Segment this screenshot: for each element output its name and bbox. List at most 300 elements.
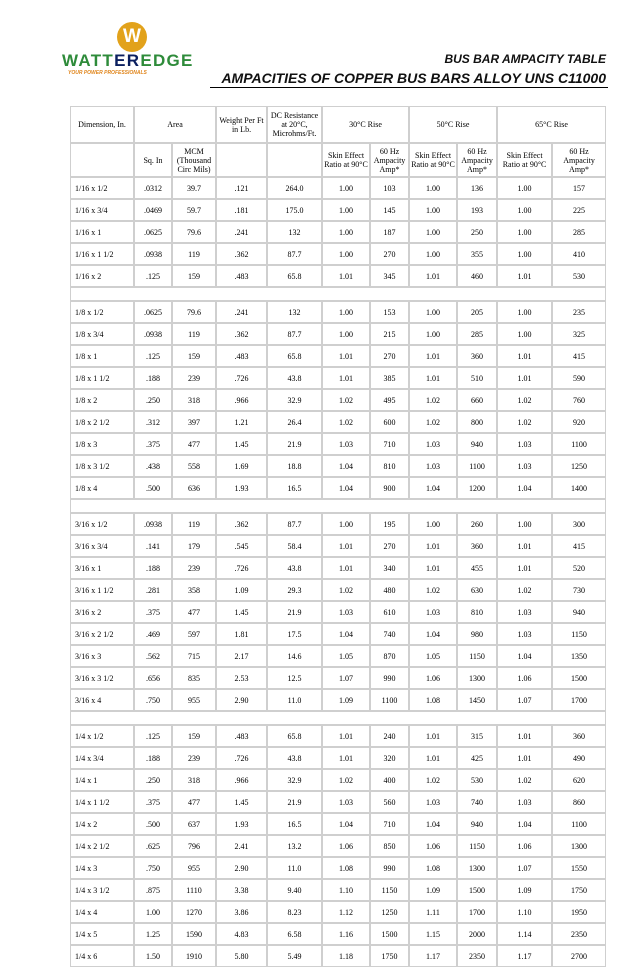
cell-skin-50: 1.06 [409,667,457,689]
cell-skin-30: 1.08 [322,857,370,879]
cell-dimension: 1/16 x 2 [70,265,134,287]
cell-skin-65: 1.02 [497,769,552,791]
cell-dimension: 1/8 x 4 [70,477,134,499]
cell-sq-in: .0312 [134,177,172,199]
cell-amp-30: 810 [370,455,409,477]
cell-weight: .121 [216,177,267,199]
cell-amp-65: 2700 [552,945,606,967]
col-header-weight: Weight Per Ft in Lb. [216,106,267,143]
cell-resistance: 26.4 [267,411,322,433]
cell-amp-65: 285 [552,221,606,243]
col-header-65c-rise: 65°C Rise [497,106,606,143]
cell-amp-30: 270 [370,345,409,367]
cell-skin-30: 1.02 [322,389,370,411]
cell-dimension: 1/4 x 1/2 [70,725,134,747]
cell-amp-65: 225 [552,199,606,221]
table-row [70,323,606,345]
cell-amp-50: 193 [457,199,497,221]
table-row [70,367,606,389]
cell-skin-50: 1.05 [409,645,457,667]
cell-resistance: 17.5 [267,623,322,645]
cell-amp-50: 1500 [457,879,497,901]
logo-emblem [117,22,147,52]
cell-sq-in: .469 [134,623,172,645]
table-row [70,601,606,623]
cell-amp-65: 1350 [552,645,606,667]
table-row [70,243,606,265]
cell-amp-30: 345 [370,265,409,287]
table-row [70,667,606,689]
cell-amp-50: 980 [457,623,497,645]
cell-weight: 1.69 [216,455,267,477]
group-spacer [70,499,606,513]
cell-sq-in: .750 [134,857,172,879]
cell-skin-30: 1.00 [322,221,370,243]
cell-skin-65: 1.04 [497,477,552,499]
cell-skin-50: 1.01 [409,535,457,557]
cell-weight: 1.45 [216,791,267,813]
cell-weight: 1.45 [216,601,267,623]
cell-skin-50: 1.01 [409,725,457,747]
cell-mcm: 1270 [172,901,216,923]
cell-amp-50: 800 [457,411,497,433]
cell-dimension: 3/16 x 1/2 [70,513,134,535]
cell-amp-65: 1750 [552,879,606,901]
cell-skin-30: 1.03 [322,791,370,813]
cell-amp-30: 850 [370,835,409,857]
cell-amp-30: 145 [370,199,409,221]
cell-amp-50: 355 [457,243,497,265]
cell-skin-65: 1.10 [497,901,552,923]
cell-weight: 5.80 [216,945,267,967]
cell-amp-50: 360 [457,345,497,367]
cell-amp-65: 860 [552,791,606,813]
group-spacer-row [70,499,606,513]
cell-sq-in: .500 [134,477,172,499]
cell-amp-30: 385 [370,367,409,389]
cell-skin-50: 1.02 [409,389,457,411]
cell-sq-in: .0938 [134,513,172,535]
table-row [70,791,606,813]
cell-sq-in: .125 [134,265,172,287]
sub-header-mcm: MCM (Thousand Circ Mils) [172,143,216,177]
cell-skin-50: 1.03 [409,601,457,623]
cell-resistance: 264.0 [267,177,322,199]
cell-amp-65: 360 [552,725,606,747]
cell-resistance: 12.5 [267,667,322,689]
cell-sq-in: .0625 [134,221,172,243]
cell-skin-50: 1.04 [409,477,457,499]
header-row-main [70,106,606,143]
cell-amp-50: 2350 [457,945,497,967]
cell-skin-65: 1.04 [497,645,552,667]
cell-weight: 4.83 [216,923,267,945]
table-row [70,199,606,221]
cell-amp-65: 920 [552,411,606,433]
cell-resistance: 21.9 [267,601,322,623]
cell-mcm: 59.7 [172,199,216,221]
cell-mcm: 1910 [172,945,216,967]
cell-sq-in: .0938 [134,323,172,345]
cell-skin-65: 1.14 [497,923,552,945]
cell-skin-30: 1.07 [322,667,370,689]
group-spacer [70,287,606,301]
cell-skin-50: 1.00 [409,301,457,323]
cell-mcm: 477 [172,433,216,455]
cell-resistance: 11.0 [267,689,322,711]
cell-sq-in: .281 [134,579,172,601]
cell-amp-65: 157 [552,177,606,199]
table-row [70,879,606,901]
logo-wordmark [62,51,194,71]
cell-amp-30: 240 [370,725,409,747]
cell-skin-30: 1.02 [322,411,370,433]
cell-sq-in: .312 [134,411,172,433]
logo-tagline: YOUR POWER PROFESSIONALS [68,70,147,76]
sub-header-empty [216,143,267,177]
cell-amp-30: 153 [370,301,409,323]
cell-skin-65: 1.01 [497,557,552,579]
cell-resistance: 132 [267,221,322,243]
table-row [70,535,606,557]
cell-mcm: 239 [172,747,216,769]
cell-skin-50: 1.00 [409,221,457,243]
cell-amp-50: 455 [457,557,497,579]
cell-sq-in: .625 [134,835,172,857]
cell-mcm: 397 [172,411,216,433]
cell-weight: 2.53 [216,667,267,689]
cell-weight: .181 [216,199,267,221]
cell-amp-50: 740 [457,791,497,813]
watteredge-logo [62,22,202,74]
cell-skin-65: 1.00 [497,513,552,535]
cell-dimension: 1/8 x 3 1/2 [70,455,134,477]
cell-sq-in: .375 [134,433,172,455]
cell-dimension: 1/4 x 2 1/2 [70,835,134,857]
cell-skin-65: 1.01 [497,265,552,287]
sub-header-sq-in: Sq. In [134,143,172,177]
cell-dimension: 1/8 x 3/4 [70,323,134,345]
cell-weight: .483 [216,725,267,747]
cell-skin-65: 1.01 [497,747,552,769]
cell-amp-30: 270 [370,243,409,265]
cell-amp-50: 260 [457,513,497,535]
cell-weight: 2.90 [216,689,267,711]
cell-amp-30: 710 [370,813,409,835]
cell-skin-30: 1.04 [322,623,370,645]
cell-skin-65: 1.00 [497,199,552,221]
cell-weight: .726 [216,367,267,389]
cell-dimension: 3/16 x 2 1/2 [70,623,134,645]
cell-sq-in: .0469 [134,199,172,221]
cell-amp-30: 990 [370,667,409,689]
cell-amp-30: 215 [370,323,409,345]
cell-amp-30: 340 [370,557,409,579]
cell-skin-30: 1.06 [322,835,370,857]
table-row [70,769,606,791]
cell-sq-in: .0938 [134,243,172,265]
cell-mcm: 239 [172,367,216,389]
page-title: BUS BAR AMPACITY TABLE [444,52,606,66]
cell-amp-30: 900 [370,477,409,499]
cell-weight: .726 [216,747,267,769]
table-row [70,901,606,923]
cell-skin-65: 1.03 [497,455,552,477]
table-row [70,579,606,601]
cell-amp-65: 235 [552,301,606,323]
table-row [70,455,606,477]
cell-amp-50: 1150 [457,835,497,857]
cell-skin-50: 1.00 [409,513,457,535]
cell-amp-30: 1100 [370,689,409,711]
cell-resistance: 175.0 [267,199,322,221]
cell-amp-30: 195 [370,513,409,535]
cell-skin-30: 1.00 [322,177,370,199]
cell-skin-50: 1.02 [409,411,457,433]
cell-dimension: 1/4 x 5 [70,923,134,945]
cell-amp-50: 285 [457,323,497,345]
sub-header-amp-50: 60 Hz Ampacity Amp* [457,143,497,177]
cell-sq-in: 1.50 [134,945,172,967]
cell-skin-50: 1.08 [409,689,457,711]
cell-dimension: 3/16 x 1 1/2 [70,579,134,601]
cell-weight: .483 [216,265,267,287]
cell-resistance: 87.7 [267,513,322,535]
sub-header-amp-30: 60 Hz Ampacity Amp* [370,143,409,177]
cell-mcm: 796 [172,835,216,857]
cell-mcm: 597 [172,623,216,645]
table-row [70,945,606,967]
cell-amp-50: 2000 [457,923,497,945]
cell-mcm: 637 [172,813,216,835]
cell-resistance: 5.49 [267,945,322,967]
col-header-area: Area [134,106,216,143]
cell-weight: 2.41 [216,835,267,857]
group-spacer-row [70,711,606,725]
table-row [70,477,606,499]
cell-amp-30: 1150 [370,879,409,901]
cell-amp-50: 1700 [457,901,497,923]
cell-skin-30: 1.03 [322,433,370,455]
cell-dimension: 1/4 x 6 [70,945,134,967]
cell-skin-50: 1.01 [409,367,457,389]
cell-skin-30: 1.12 [322,901,370,923]
cell-amp-50: 250 [457,221,497,243]
cell-mcm: 835 [172,667,216,689]
cell-dimension: 3/16 x 3 1/2 [70,667,134,689]
cell-amp-30: 103 [370,177,409,199]
cell-dimension: 1/4 x 1 [70,769,134,791]
cell-skin-30: 1.01 [322,747,370,769]
cell-amp-30: 560 [370,791,409,813]
cell-weight: 1.09 [216,579,267,601]
cell-skin-30: 1.04 [322,477,370,499]
cell-skin-65: 1.03 [497,601,552,623]
cell-dimension: 1/4 x 3/4 [70,747,134,769]
cell-amp-65: 1100 [552,813,606,835]
table-row [70,433,606,455]
cell-amp-50: 1300 [457,667,497,689]
cell-resistance: 43.8 [267,367,322,389]
cell-skin-65: 1.03 [497,433,552,455]
cell-weight: .362 [216,323,267,345]
cell-dimension: 1/4 x 4 [70,901,134,923]
cell-skin-30: 1.01 [322,535,370,557]
logo-word-start: WATT [62,51,115,70]
col-header-dimension: Dimension, In. [70,106,134,143]
cell-weight: 3.86 [216,901,267,923]
table-row [70,513,606,535]
table-row [70,345,606,367]
cell-amp-65: 1400 [552,477,606,499]
table-row [70,747,606,769]
cell-mcm: 955 [172,857,216,879]
cell-dimension: 1/8 x 2 [70,389,134,411]
table-row [70,301,606,323]
cell-skin-50: 1.17 [409,945,457,967]
cell-skin-65: 1.01 [497,535,552,557]
header-row-sub [70,143,606,177]
cell-mcm: 558 [172,455,216,477]
table-row [70,835,606,857]
cell-skin-30: 1.01 [322,345,370,367]
cell-amp-65: 1550 [552,857,606,879]
cell-mcm: 1110 [172,879,216,901]
cell-skin-30: 1.01 [322,367,370,389]
cell-resistance: 32.9 [267,769,322,791]
cell-amp-65: 520 [552,557,606,579]
cell-resistance: 87.7 [267,323,322,345]
cell-resistance: 29.3 [267,579,322,601]
cell-amp-65: 1700 [552,689,606,711]
cell-sq-in: .562 [134,645,172,667]
cell-mcm: 119 [172,323,216,345]
table-row [70,813,606,835]
cell-skin-30: 1.09 [322,689,370,711]
cell-skin-65: 1.00 [497,323,552,345]
cell-amp-50: 660 [457,389,497,411]
cell-mcm: 79.6 [172,301,216,323]
cell-skin-65: 1.09 [497,879,552,901]
col-header-resistance: DC Resistance at 20°C, Microhms/Ft. [267,106,322,143]
group-spacer [70,711,606,725]
cell-amp-65: 1150 [552,623,606,645]
cell-amp-50: 1100 [457,455,497,477]
cell-amp-65: 1500 [552,667,606,689]
cell-skin-50: 1.11 [409,901,457,923]
cell-resistance: 16.5 [267,477,322,499]
cell-skin-30: 1.01 [322,265,370,287]
cell-sq-in: 1.00 [134,901,172,923]
cell-amp-65: 1300 [552,835,606,857]
cell-weight: .966 [216,389,267,411]
cell-mcm: 159 [172,265,216,287]
cell-skin-65: 1.02 [497,579,552,601]
logo-word-end: EDGE [140,51,194,70]
cell-sq-in: .875 [134,879,172,901]
sub-header-skin-50: Skin Effect Ratio at 90°C [409,143,457,177]
table-row [70,221,606,243]
cell-mcm: 318 [172,769,216,791]
cell-sq-in: .188 [134,747,172,769]
cell-resistance: 14.6 [267,645,322,667]
cell-amp-50: 630 [457,579,497,601]
cell-resistance: 87.7 [267,243,322,265]
cell-weight: 3.38 [216,879,267,901]
cell-dimension: 1/16 x 1/2 [70,177,134,199]
cell-weight: 1.93 [216,813,267,835]
cell-weight: .362 [216,243,267,265]
cell-mcm: 318 [172,389,216,411]
cell-dimension: 1/16 x 1 [70,221,134,243]
cell-amp-50: 510 [457,367,497,389]
cell-amp-65: 1250 [552,455,606,477]
cell-resistance: 65.8 [267,265,322,287]
cell-amp-30: 320 [370,747,409,769]
table-row [70,923,606,945]
sub-header-amp-65: 60 Hz Ampacity Amp* [552,143,606,177]
cell-mcm: 179 [172,535,216,557]
cell-weight: .726 [216,557,267,579]
cell-skin-65: 1.00 [497,177,552,199]
cell-dimension: 1/16 x 1 1/2 [70,243,134,265]
cell-resistance: 9.40 [267,879,322,901]
cell-amp-30: 870 [370,645,409,667]
cell-weight: .362 [216,513,267,535]
cell-amp-65: 300 [552,513,606,535]
cell-skin-65: 1.01 [497,725,552,747]
cell-mcm: 358 [172,579,216,601]
table-row [70,725,606,747]
cell-skin-30: 1.03 [322,601,370,623]
cell-dimension: 3/16 x 1 [70,557,134,579]
cell-weight: .241 [216,301,267,323]
cell-amp-50: 205 [457,301,497,323]
cell-dimension: 3/16 x 3/4 [70,535,134,557]
cell-mcm: 239 [172,557,216,579]
cell-mcm: 79.6 [172,221,216,243]
sub-header-empty [70,143,134,177]
cell-skin-50: 1.08 [409,857,457,879]
cell-skin-30: 1.02 [322,769,370,791]
cell-skin-30: 1.04 [322,455,370,477]
title-divider [210,87,608,88]
cell-amp-50: 940 [457,433,497,455]
cell-amp-65: 530 [552,265,606,287]
cell-mcm: 119 [172,243,216,265]
table-row [70,689,606,711]
cell-amp-65: 760 [552,389,606,411]
cell-amp-50: 810 [457,601,497,623]
cell-skin-30: 1.00 [322,513,370,535]
cell-resistance: 43.8 [267,747,322,769]
cell-amp-50: 425 [457,747,497,769]
cell-dimension: 1/8 x 2 1/2 [70,411,134,433]
cell-skin-50: 1.02 [409,579,457,601]
logo-word-mid: ER [114,51,141,70]
sub-header-skin-30: Skin Effect Ratio at 90°C [322,143,370,177]
cell-skin-50: 1.03 [409,791,457,813]
cell-skin-50: 1.01 [409,747,457,769]
cell-amp-65: 1100 [552,433,606,455]
cell-skin-50: 1.06 [409,835,457,857]
cell-sq-in: .500 [134,813,172,835]
cell-resistance: 32.9 [267,389,322,411]
table-row [70,411,606,433]
cell-amp-65: 620 [552,769,606,791]
cell-mcm: 1590 [172,923,216,945]
ampacity-table [70,106,606,967]
